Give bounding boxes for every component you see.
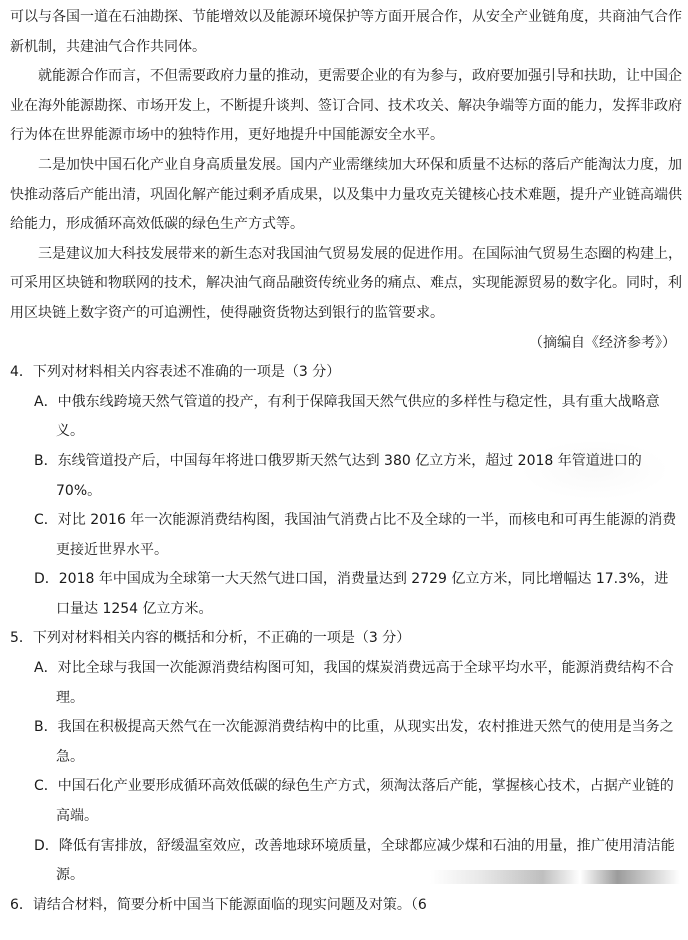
source-citation: （摘编自《经济参考》）: [529, 334, 676, 351]
option-a: A．对比全球与我国一次能源消费结构图可知，我国的煤炭消费远高于全球平均水平，能源消费结构不合理。: [34, 660, 674, 706]
question-stem: 5．下列对材料相关内容的概括和分析，不正确的一项是（3 分）: [10, 630, 411, 647]
question-stem: 6．请结合材料，简要分析中国当下能源面临的现实问题及对策。（6: [10, 896, 427, 913]
question-6: [10, 891, 682, 921]
option-b: B．我国在积极提高天然气在一次能源消费结构中的比重，从现实出发，农村推进天然气的使用是当务之急。: [34, 719, 674, 765]
option-c: C．中国石化产业要形成循环高效低碳的绿色生产方式，须淘汰落后产能，掌握核心技术，占据产业链的高端。: [34, 778, 674, 825]
passage-paragraph-2: 二是加快中国石化产业自身高质量发展。国内产业需继续加大环保和质量不达标的落后产能淘汰力度，加快推动落后产能出清，巩固化解产能过剩矛盾成果，以及集中力量攻克关键核心技术难题，提升产业链高端供给能力，形成循环高效低碳的绿色生产方式等。: [10, 156, 682, 233]
option-c: C．对比 2016 年一次能源消费结构图，我国油气消费占比不及全球的一半，而核电和可再生能源的消费更接近世界水平。: [34, 512, 677, 558]
option-d: D．降低有害排放，舒缓温室效应，改善地球环境质量，全球都应减少煤和石油的用量，推广使用清洁能源。: [34, 837, 675, 884]
passage-paragraph-0: 可以与各国一道在石油勘探、节能增效以及能源环境保护等方面开展合作，从安全产业链角度，共商油气合作新机制，共建油气合作共同体。: [10, 9, 682, 55]
exam-page: [10, 3, 682, 920]
passage-paragraph-1: 就能源合作而言，不但需要政府力量的推动，更需要企业的有为参与，政府要加强引导和扶助，让中国企业在海外能源勘探、市场开发上，不断提升谈判、签订合同、技术攻关、解决争端等方面的能力，发挥非政府行为体在世界能源市场中的独特作用，更好地提升中国能源安全水平。: [10, 68, 682, 144]
question-5: [10, 624, 682, 890]
scan-artifact: [430, 870, 680, 884]
option-d: D．2018 年中国成为全球第一大天然气进口国，消费量达到 2729 亿立方米，同比增幅达 17.3%，进口量达 1254 亿立方米。: [34, 571, 669, 617]
option-b: B．东线管道投产后，中国每年将进口俄罗斯天然气达到 380 亿立方米，超过 2018 年管道进口的 70%。: [34, 452, 642, 499]
option-a: A．中俄东线跨境天然气管道的投产，有利于保障我国天然气供应的多样性与稳定性，具有重大战略意义。: [34, 393, 660, 440]
question-4: [10, 358, 682, 624]
question-stem: 4．下列对材料相关内容表述不准确的一项是（3 分）: [10, 364, 341, 381]
passage-paragraph-3: 三是建议加大科技发展带来的新生态对我国油气贸易发展的促进作用。在国际油气贸易生态圈的构建上，可采用区块链和物联网的技术，解决油气商品融资传统业务的痛点、难点，实现能源贸易的数字化。同时，利用区块链上数字资产的可追溯性，使得融资货物达到银行的监管要求。: [10, 245, 682, 321]
